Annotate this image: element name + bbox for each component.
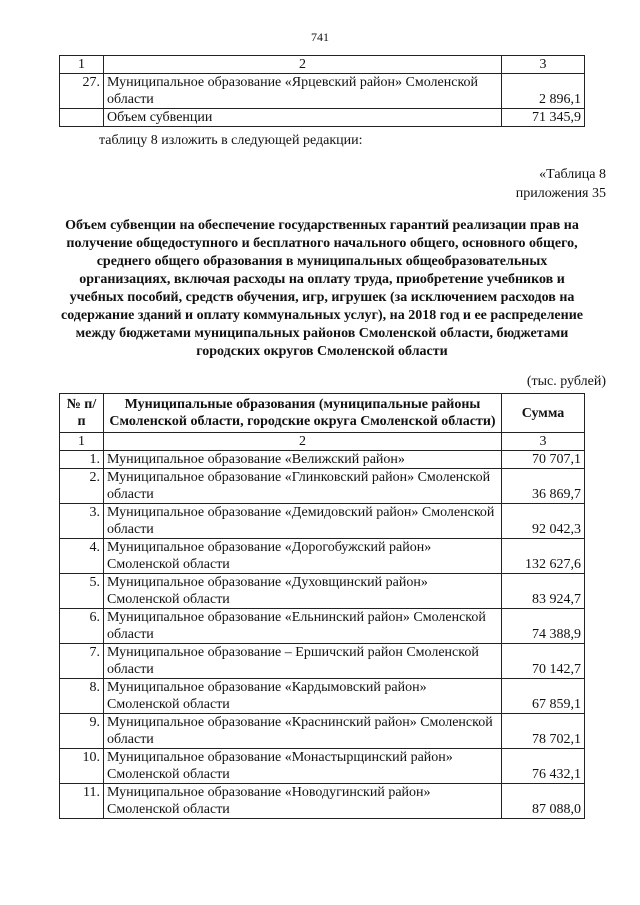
row-name: Муниципальное образование «Велижский район» — [104, 451, 502, 469]
col-number-1: 1 — [60, 56, 104, 74]
table-row — [60, 714, 585, 749]
row-number: 27. — [60, 74, 104, 109]
row-sum: 83 924,7 — [502, 574, 585, 609]
row-number: 7. — [60, 644, 104, 679]
col-number-3: 3 — [502, 56, 585, 74]
row-name: Муниципальное образование «Демидовский район» Смоленской области — [104, 504, 502, 539]
row-sum: 78 702,1 — [502, 714, 585, 749]
table-row — [60, 609, 585, 644]
row-sum: 76 432,1 — [502, 749, 585, 784]
header-number: № п/п — [60, 394, 104, 433]
column-number-row — [60, 56, 585, 74]
header-sum: Сумма — [502, 394, 585, 433]
row-sum: 2 896,1 — [502, 74, 585, 109]
table-row — [60, 539, 585, 574]
row-number: 11. — [60, 784, 104, 819]
table-row — [60, 451, 585, 469]
col-number-2: 2 — [104, 433, 502, 451]
intro-text: таблицу 8 изложить в следующей редакции: — [99, 133, 363, 148]
table-row — [60, 679, 585, 714]
row-number: 6. — [60, 609, 104, 644]
row-name: Муниципальное образование «Новодугинский район» Смоленской области — [104, 784, 502, 819]
table-row — [60, 74, 585, 109]
continued-table — [59, 55, 585, 127]
row-name: Муниципальное образование «Дорогобужский район» Смоленской области — [104, 539, 502, 574]
row-name: Муниципальное образование «Ярцевский район» Смоленской области — [104, 74, 502, 109]
row-number: 8. — [60, 679, 104, 714]
total-value: 71 345,9 — [502, 109, 585, 127]
row-sum: 70 707,1 — [502, 451, 585, 469]
row-name: Муниципальное образование «Глинковский район» Смоленской области — [104, 469, 502, 504]
row-number: 9. — [60, 714, 104, 749]
col-number-3: 3 — [502, 433, 585, 451]
page-number: 741 — [311, 30, 329, 44]
row-number: 3. — [60, 504, 104, 539]
table-row — [60, 749, 585, 784]
table-row — [60, 469, 585, 504]
row-sum: 132 627,6 — [502, 539, 585, 574]
row-sum: 74 388,9 — [502, 609, 585, 644]
header-row — [60, 394, 585, 433]
row-number: 10. — [60, 749, 104, 784]
table-reference-line1: «Таблица 8 — [539, 167, 606, 182]
row-name: Муниципальное образование «Духовщинский район» Смоленской области — [104, 574, 502, 609]
table-row — [60, 784, 585, 819]
main-table — [59, 393, 585, 819]
total-label: Объем субвенции — [104, 109, 502, 127]
table-reference-line2: приложения 35 — [515, 186, 606, 201]
units-label: (тыс. рублей) — [526, 374, 606, 389]
document-title: Объем субвенции на обеспечение государственных гарантий реализации прав на получение общедоступного и бесплатного начального общего, основного общего, среднего общего образования в муниципальных общеобразовательных организациях, включая расходы на оплату труда, приобретение учебников и учебных пособий, средств обучения, игр, игрушек (за исключением расходов на содержание зданий и оплату коммунальных услуг), на 2018 год и ее распределение между бюджетами муниципальных районов Смоленской области, бюджетами городских округов Смоленской области — [61, 218, 583, 359]
col-number-1: 1 — [60, 433, 104, 451]
col-number-2: 2 — [104, 56, 502, 74]
row-sum: 92 042,3 — [502, 504, 585, 539]
row-sum: 70 142,7 — [502, 644, 585, 679]
row-number: 4. — [60, 539, 104, 574]
row-number: 1. — [60, 451, 104, 469]
row-name: Муниципальное образование «Краснинский район» Смоленской области — [104, 714, 502, 749]
row-name: Муниципальное образование «Монастырщинский район» Смоленской области — [104, 749, 502, 784]
row-name: Муниципальное образование «Ельнинский район» Смоленской области — [104, 609, 502, 644]
header-municipality: Муниципальные образования (муниципальные районы Смоленской области, городские округа Смоленской области) — [104, 394, 502, 433]
row-sum: 67 859,1 — [502, 679, 585, 714]
row-name: Муниципальное образование «Кардымовский район» Смоленской области — [104, 679, 502, 714]
row-sum: 36 869,7 — [502, 469, 585, 504]
total-empty-cell — [60, 109, 104, 127]
row-number: 2. — [60, 469, 104, 504]
row-number: 5. — [60, 574, 104, 609]
row-name: Муниципальное образование – Ершичский район Смоленской области — [104, 644, 502, 679]
table-row — [60, 574, 585, 609]
column-number-row — [60, 433, 585, 451]
table-row — [60, 644, 585, 679]
main-table-body — [60, 451, 585, 819]
row-sum: 87 088,0 — [502, 784, 585, 819]
table-reference — [516, 165, 606, 203]
table-row — [60, 504, 585, 539]
total-row — [60, 109, 585, 127]
